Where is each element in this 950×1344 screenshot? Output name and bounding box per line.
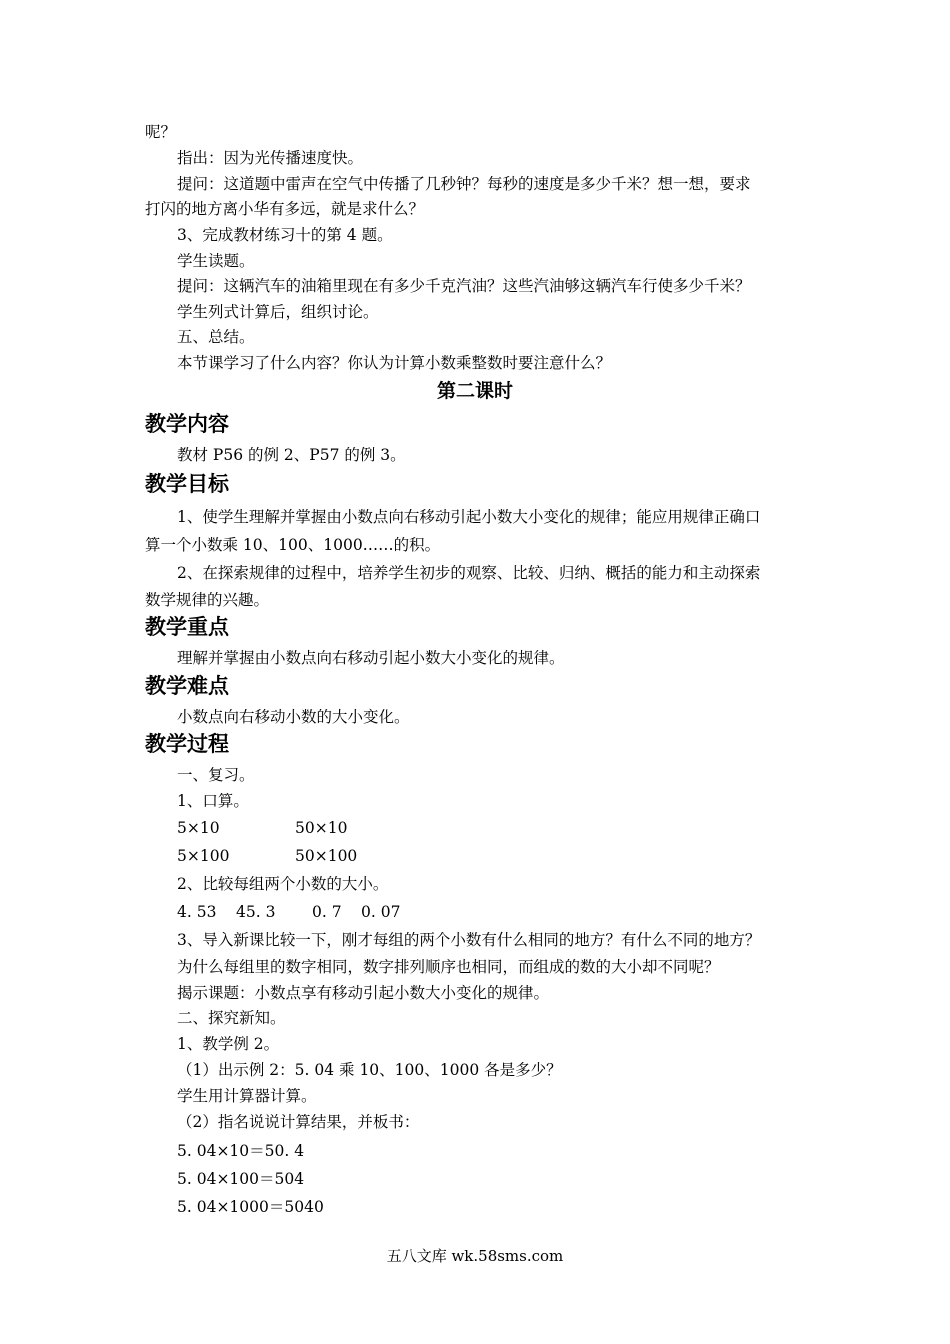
footer-watermark: 五八文库 wk.58sms.com — [386, 1247, 564, 1265]
goal-2a: 2、在探索规律的过程中，培养学生初步的观察、比较、归纳、概括的能力和主动探索 — [177, 564, 761, 582]
number-1: 4. 53 — [177, 903, 217, 921]
intro-line-1: 呢？ — [145, 123, 177, 141]
result-3: 5. 04×1000＝5040 — [177, 1198, 324, 1216]
intro-line-3b: 打闪的地方离小华有多远，就是求什么？ — [145, 200, 425, 218]
calc-row-2 — [177, 846, 229, 866]
calc-row-1-col-2 — [295, 818, 347, 838]
intro-line-3a: 提问：这道题中雷声在空气中传播了几秒钟？每秒的速度是多少千米？想一想，要求 — [177, 175, 751, 193]
result-2: 5. 04×100＝504 — [177, 1170, 305, 1188]
calc-row-2-col-2 — [295, 846, 357, 866]
number-2: 45. 3 — [236, 903, 276, 921]
goals-heading: 教学目标 — [145, 472, 229, 496]
calc-item: 50×100 — [295, 847, 358, 865]
intro-line-9: 本节课学习了什么内容？你认为计算小数乘整数时要注意什么？ — [177, 354, 612, 372]
process-compare: 2、比较每组两个小数的大小。 — [177, 875, 389, 893]
result-1: 5. 04×10＝50. 4 — [177, 1142, 305, 1160]
number-3: 0. 7 — [312, 903, 342, 921]
process-example: 1、教学例 2。 — [177, 1035, 280, 1053]
goal-1b: 算一个小数乘 10、100、1000……的积。 — [145, 536, 441, 554]
process-report: （2）指名说说计算结果，并板书： — [177, 1113, 420, 1131]
calc-item: 5×100 — [177, 847, 230, 865]
intro-line-8: 五、总结。 — [177, 328, 255, 346]
intro-line-7: 学生列式计算后，组织讨论。 — [177, 303, 379, 321]
content-text: 教材 P56 的例 2、P57 的例 3。 — [177, 446, 406, 464]
calc-item: 5×10 — [177, 819, 220, 837]
intro-line-6: 提问：这辆汽车的油箱里现在有多少千克汽油？这些汽油够这辆汽车行使多少千米？ — [177, 277, 751, 295]
intro-line-2: 指出：因为光传播速度快。 — [177, 149, 364, 167]
process-lead-a: 3、导入新课比较一下，刚才每组的两个小数有什么相同的地方？有什么不同的地方？ — [177, 931, 761, 949]
difficulties-text: 小数点向右移动小数的大小变化。 — [177, 708, 410, 726]
intro-line-5: 学生读题。 — [177, 252, 255, 270]
content-heading: 教学内容 — [145, 412, 229, 436]
calc-row-1 — [177, 818, 220, 838]
number-4: 0. 07 — [361, 903, 401, 921]
difficulties-heading: 教学难点 — [145, 674, 229, 698]
goal-2b: 数学规律的兴趣。 — [145, 591, 270, 609]
process-lead-b: 为什么每组里的数字相同，数字排列顺序也相同，而组成的数的大小却不同呢？ — [177, 958, 720, 976]
goal-1a: 1、使学生理解并掌握由小数点向右移动引起小数大小变化的规律；能应用规律正确口 — [177, 508, 761, 526]
calc-item: 50×10 — [295, 819, 348, 837]
process-show: （1）出示例 2：5. 04 乘 10、100、1000 各是多少？ — [177, 1061, 562, 1079]
process-calculator: 学生用计算器计算。 — [177, 1087, 317, 1105]
lesson-title: 第二课时 — [436, 380, 513, 402]
process-heading: 教学过程 — [145, 732, 229, 756]
process-review: 一、复习。 — [177, 766, 255, 784]
process-reveal: 揭示课题：小数点享有移动引起小数大小变化的规律。 — [177, 984, 550, 1002]
process-explore: 二、探究新知。 — [177, 1009, 286, 1027]
intro-line-4: 3、完成教材练习十的第 4 题。 — [177, 226, 393, 244]
key-points-heading: 教学重点 — [145, 615, 229, 639]
key-points-text: 理解并掌握由小数点向右移动引起小数大小变化的规律。 — [177, 649, 565, 667]
process-oral: 1、口算。 — [177, 792, 249, 810]
